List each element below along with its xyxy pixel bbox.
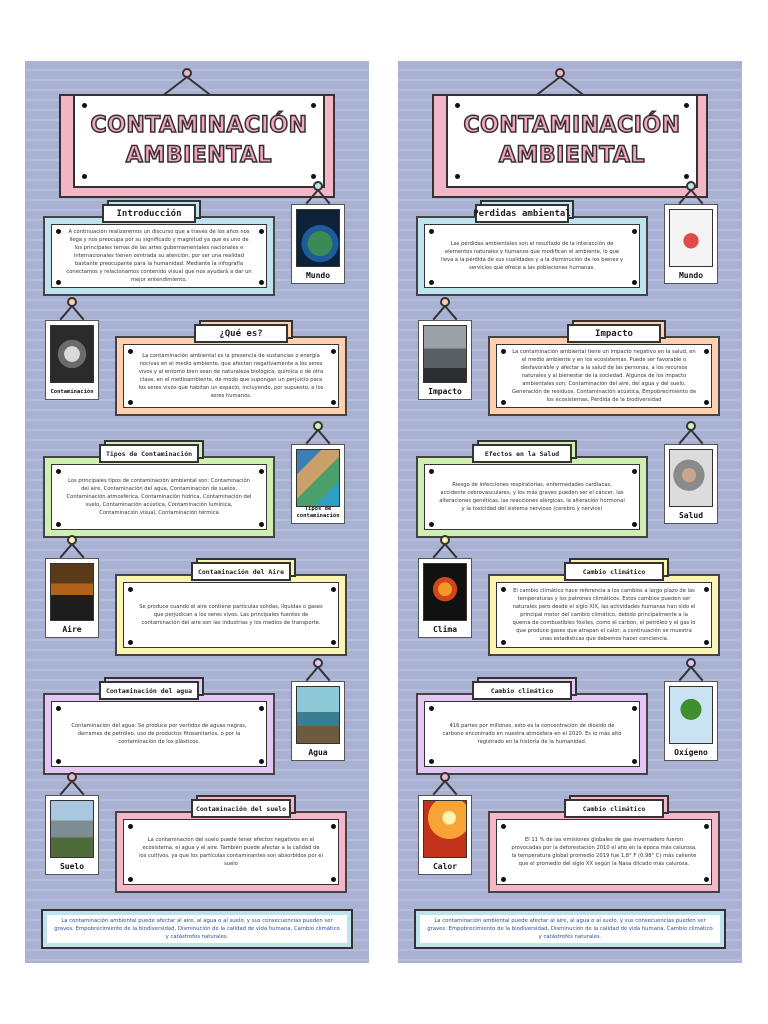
section-label-text: Tipos de Contaminación — [105, 449, 193, 458]
corner-dot — [259, 759, 264, 764]
section-label — [102, 204, 196, 223]
photo-wire — [678, 666, 692, 681]
section-card — [115, 336, 347, 416]
section-card — [488, 811, 720, 893]
section-text: La contaminación ambiental tiene un impacto negativo en la salud, en el medio ambiente y en los ecosistemas. Puede ser favorable o desfavorable y afectar a la salud de las personas, a los recursos naturales y al bienestar de la sociedad. Algunos de los impacto ambientales son: Contaminación del aire, del agua y del suelo, Generación de residuos, Contaminación acústica, Empobrecimiento de los ecosistemas, Pérdida de la biodiversidad — [511, 349, 697, 403]
corner-dot — [128, 824, 133, 829]
corner-dot — [632, 759, 637, 764]
corner-dot — [704, 824, 709, 829]
section-label — [191, 562, 291, 581]
photo-wire — [305, 429, 319, 444]
section-label-text: Contaminación del suelo — [195, 804, 286, 813]
photo-caption: Contaminación — [50, 389, 94, 395]
footer-card — [414, 909, 726, 949]
corner-dot — [128, 349, 133, 354]
photo-caption: Mundo — [305, 271, 331, 280]
corner-dot — [128, 400, 133, 405]
photo-wire — [432, 543, 446, 558]
section-card — [416, 216, 648, 296]
section-text: Se produce cuando el aire contiene partículas sólidas, líquidas o gases que perjudican a los seres vivos. Las principales fuentes de contaminación del aire son las industrias y los medios de transporte. — [139, 604, 323, 626]
title-card — [73, 94, 325, 188]
corner-dot — [429, 706, 434, 711]
photo-caption: Aire — [62, 625, 82, 634]
corner-dot — [311, 103, 316, 108]
corner-dot — [429, 229, 434, 234]
corner-dot — [684, 103, 689, 108]
corner-dot — [501, 349, 506, 354]
corner-dot — [429, 522, 434, 527]
corner-dot — [331, 400, 336, 405]
section-label — [99, 681, 199, 700]
corner-dot — [501, 640, 506, 645]
footer-body — [47, 915, 347, 943]
corner-dot — [128, 587, 133, 592]
photo-caption: Mundo — [678, 271, 704, 280]
corner-dot — [501, 877, 506, 882]
title-frame — [59, 94, 335, 198]
corner-dot — [704, 349, 709, 354]
section-label-text: Cambio climático — [582, 567, 646, 576]
footer-card — [41, 909, 353, 949]
heat-photo-icon — [423, 800, 467, 858]
right-infographic-panel — [398, 61, 742, 963]
corner-dot — [429, 280, 434, 285]
section-card — [416, 693, 648, 775]
section-card-body — [51, 464, 267, 530]
section-card-body — [51, 701, 267, 767]
corner-dot — [704, 400, 709, 405]
smokestacks-photo-icon — [423, 325, 467, 383]
section-card — [488, 574, 720, 656]
photo-wire — [59, 543, 73, 558]
photo-wire — [71, 780, 85, 795]
photo-card — [45, 320, 99, 400]
section-card-body — [123, 582, 339, 648]
photo-wire — [444, 780, 458, 795]
section-card — [115, 574, 347, 656]
section-label — [99, 444, 199, 463]
corner-dot — [455, 103, 460, 108]
photo-card — [291, 444, 345, 524]
section-card — [488, 336, 720, 416]
section-card — [43, 216, 275, 296]
photo-wire — [317, 429, 331, 444]
polluted-water-photo-icon — [296, 686, 340, 744]
photo-caption: Oxígeno — [674, 748, 708, 757]
section-text: 416 partes por millones, esto es la concentración de dióxido de carbono encontrado en nuestra atmósfera en el 2020. Es lo más alto registrado en la historia de la humanidad. — [442, 723, 622, 745]
pollution-face-photo-icon — [50, 325, 94, 383]
earth-fire-hands-photo-icon — [423, 563, 467, 621]
section-text: Contaminación del agua: Se produce por vertidos de aguas negras, derrames de petróleo, uso de productos fitosanitarios, o por la contaminación de los plásticos. — [71, 723, 247, 745]
corner-dot — [632, 229, 637, 234]
photo-wire — [444, 305, 458, 320]
photo-card — [291, 204, 345, 284]
section-card — [43, 456, 275, 538]
corner-dot — [632, 522, 637, 527]
section-text: La contaminación del suelo puede tener efectos negativos en el ecosistema, el agua y el aire. También puede afectar a la calidad de los cultivos, ya que los partículas contaminantes son absorbidos por el suelo — [139, 837, 323, 867]
corner-dot — [429, 759, 434, 764]
section-card-body — [51, 224, 267, 288]
corner-dot — [128, 640, 133, 645]
footer-text: La contaminación ambiental puede afectar al aire, al agua o al suelo, y sus consecuencias pueden ser graves: Empobrecimiento de la biodiversidad, Disminución de la calidad de vida humana, Cambio climático y catástrofes naturales. — [427, 918, 713, 940]
photo-wire — [305, 666, 319, 681]
section-card-body — [424, 224, 640, 288]
title-frame — [432, 94, 708, 198]
tree-photo-icon — [669, 686, 713, 744]
photo-wire — [59, 305, 73, 320]
corner-dot — [259, 522, 264, 527]
photo-wire — [678, 429, 692, 444]
footer-text: La contaminación ambiental puede afectar al aire, al agua o al suelo, y sus consecuencias pueden ser graves: Empobrecimiento de la biodiversidad, Disminución de la calidad de vida humana, Cambio climático y catástrofes naturales. — [54, 918, 340, 940]
corner-dot — [501, 400, 506, 405]
section-label — [472, 681, 572, 700]
corner-dot — [684, 174, 689, 179]
photo-card — [291, 681, 345, 761]
page-title-line2: AMBIENTAL — [498, 143, 646, 168]
corner-dot — [429, 469, 434, 474]
photo-caption: Suelo — [59, 862, 85, 871]
photo-card — [664, 444, 718, 524]
photo-card — [664, 681, 718, 761]
trash-soil-photo-icon — [50, 800, 94, 858]
section-card-body — [496, 344, 712, 408]
corner-dot — [455, 174, 460, 179]
corner-dot — [56, 522, 61, 527]
corner-dot — [259, 280, 264, 285]
photo-caption: Clima — [432, 625, 458, 634]
factory-smoke-photo-icon — [50, 563, 94, 621]
section-label — [564, 562, 664, 581]
section-text: A continuación realizaremos un discurso que a través de los años nos llega y nos preocupa por su significado y magnitud ya que es uno de los principales temas de las artes gubernamentales nacionales e internacionales tienen centrada su atención, por ser una realidad bastante preocupante para la humanidad. Mediante la infografía conectamos y relacionamos contenido visual que nos ayudará a dar un mejor entendimiento. — [66, 229, 252, 283]
photo-wire — [690, 429, 704, 444]
page-title-line1: CONTAMINACIÓN — [463, 113, 681, 138]
corner-dot — [331, 640, 336, 645]
photo-caption: Calor — [432, 862, 458, 871]
corner-dot — [259, 469, 264, 474]
section-text: Los principales tipos de contaminación ambiental son: Contaminación del aire, Contaminación del agua, Contaminación de suelos, Contaminación atmosférica, Contaminación hídrica, Contaminación del suelo, Contaminación acústica, Contaminación lumínica, Contaminación visual, Contaminación térmica — [66, 478, 252, 516]
section-card-body — [123, 344, 339, 408]
corner-dot — [331, 877, 336, 882]
section-label-text: Cambio climático — [582, 804, 646, 813]
section-text: El cambio climático hace referencia a los cambios a largo plazo de las temperaturas y los patrones climáticos. Estos cambios pueden ser naturales pero desde el siglo XIX, las actividades humanas han sido el principal motor del cambio climático, debido principalmente a la quema de combustibles fósiles, como el carbón, el petróleo y el gas lo que produce gases que atrapan el calor, a continuación se muestra unas estadísticas que debemos hacer conciencia. — [512, 588, 696, 642]
photo-card — [45, 558, 99, 638]
corner-dot — [331, 587, 336, 592]
section-label-text: Introducción — [116, 208, 182, 219]
ecology-illustration-icon — [669, 209, 713, 267]
corner-dot — [632, 280, 637, 285]
corner-dot — [501, 824, 506, 829]
photo-card — [45, 795, 99, 875]
section-label — [472, 444, 572, 463]
photo-wire — [432, 305, 446, 320]
photo-card — [418, 558, 472, 638]
photo-wire — [690, 666, 704, 681]
section-label-text: Contaminación del Aire — [197, 567, 285, 576]
section-label-text: ¿Qué es? — [219, 328, 263, 339]
corner-dot — [632, 706, 637, 711]
corner-dot — [632, 469, 637, 474]
section-label — [194, 324, 288, 343]
section-card-body — [424, 464, 640, 530]
pollution-collage-photo-icon — [296, 449, 340, 507]
section-text: La contaminación ambiental es la presencia de sustancias o energía nocivas en el medio ambiente, que afectan negativamente a los seres vivos y al entorno bien sean de naturaleza biológica, química o de otra clase, en el medioambiente, de modo que supongan un perjuicio para los seres vivos que habitan un espacio, incluyendo, por supuesto, a los seres humanos. — [138, 353, 324, 399]
corner-dot — [704, 640, 709, 645]
section-label-text: Perdidas ambiental — [473, 208, 571, 219]
corner-dot — [56, 280, 61, 285]
section-card — [115, 811, 347, 893]
corner-dot — [311, 174, 316, 179]
photo-card — [664, 204, 718, 284]
photo-wire — [444, 543, 458, 558]
section-label — [475, 204, 569, 223]
section-card — [416, 456, 648, 538]
section-label-text: Efectos en la Salud — [484, 449, 560, 458]
photo-caption: Salud — [678, 511, 704, 520]
section-card-body — [496, 582, 712, 648]
section-card — [43, 693, 275, 775]
photo-caption: Impacto — [428, 387, 462, 396]
section-text: Riesgo de infecciones respiratorias, enfermedades cardíacas, accidente cebrovasculares, y los más graves pueden ser el cáncer, las alteraciones genéticas, las reacciones alérgicas, la alteración hormonal y la toxicidad del sistema nervioso (cerebro y nervios) — [439, 482, 625, 512]
corner-dot — [501, 587, 506, 592]
corner-dot — [56, 759, 61, 764]
corner-dot — [128, 877, 133, 882]
corner-dot — [704, 587, 709, 592]
section-card-body — [424, 701, 640, 767]
photo-wire — [432, 780, 446, 795]
section-card-body — [123, 819, 339, 885]
section-text: Las pérdidas ambientales son el resultado de la interacción de elementos naturales y humanos que modifican el ambiente, lo que lleva a la pérdida de sus cualidades y a la disminución de los bienes y servicios que ofrece a las poblaciones humanas. — [440, 241, 624, 271]
photo-card — [418, 320, 472, 400]
section-label — [564, 799, 664, 818]
corner-dot — [56, 229, 61, 234]
corner-dot — [82, 174, 87, 179]
corner-dot — [704, 877, 709, 882]
photo-wire — [317, 666, 331, 681]
corner-dot — [331, 349, 336, 354]
corner-dot — [56, 469, 61, 474]
photo-caption: Agua — [308, 748, 328, 757]
corner-dot — [56, 706, 61, 711]
title-card — [446, 94, 698, 188]
earth-photo-icon — [296, 209, 340, 267]
photo-card — [418, 795, 472, 875]
section-label — [191, 799, 291, 818]
section-label — [567, 324, 661, 343]
page-title-line2: AMBIENTAL — [125, 143, 273, 168]
section-label-text: Impacto — [595, 328, 633, 339]
footer-body — [420, 915, 720, 943]
page-title-line1: CONTAMINACIÓN — [90, 113, 308, 138]
section-card-body — [496, 819, 712, 885]
corner-dot — [259, 229, 264, 234]
corner-dot — [259, 706, 264, 711]
section-text: El 11 % de las emisiones globales de gas invernadero fueron provocadas por la deforestación 2010 el año en la época más calurosa, la temperatura global promedio 2019 fue 1,8° F (0,98° C) más caliente que el promedio del siglo XX según la Nasa dilcado más calurosa. — [511, 837, 697, 867]
left-infographic-panel — [25, 61, 369, 963]
photo-wire — [71, 305, 85, 320]
photo-wire — [59, 780, 73, 795]
section-label-text: Cambio climático — [490, 686, 554, 695]
photo-caption: Tipos de contaminación — [296, 506, 340, 519]
corner-dot — [331, 824, 336, 829]
sick-person-photo-icon — [669, 449, 713, 507]
photo-wire — [71, 543, 85, 558]
section-label-text: Contaminación del agua — [105, 686, 193, 695]
corner-dot — [82, 103, 87, 108]
